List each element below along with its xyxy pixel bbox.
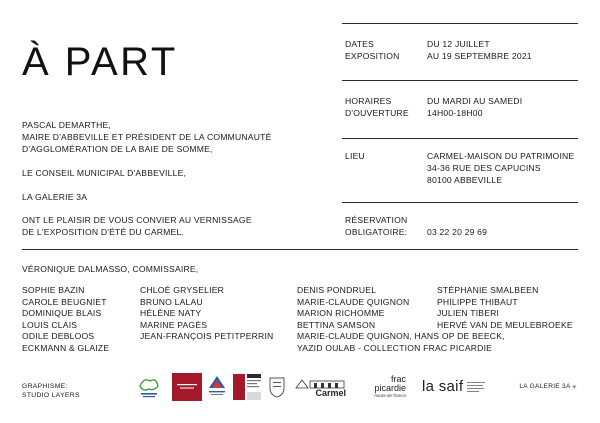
star-icon: ✳ — [571, 384, 577, 391]
artist-name: STÉPHANIE SMALBEEN — [437, 285, 539, 295]
hours-label-2: D'OUVERTURE — [345, 108, 409, 118]
host-line-3: D'AGGLOMÉRATION DE LA BAIE DE SOMME, — [22, 144, 213, 154]
artist-name: SOPHIE BAZIN — [22, 285, 85, 295]
dates-value-2: AU 19 SEPTEMBRE 2021 — [427, 51, 532, 61]
reservation-label-1: RÉSERVATION — [345, 215, 408, 225]
divider-place — [342, 202, 578, 203]
poster-title: À PART — [22, 40, 178, 84]
artist-name: CAROLE BEUGNIET — [22, 296, 107, 307]
invite-line-1: ONT LE PLAISIR DE VOUS CONVIER AU VERNISSAGE — [22, 215, 252, 225]
artist-name: MARINE PAGÈS — [140, 319, 208, 330]
galerie-3a-logo-text: LA GALERIE 3A — [519, 383, 571, 390]
divider-main — [22, 249, 578, 250]
artist-name: PHILIPPE THIBAUT — [437, 296, 518, 307]
artist-name: HERVÉ VAN DE MEULEBROEKE — [437, 319, 573, 330]
la-saif-caption-icon — [467, 380, 485, 394]
artists-column-4 — [437, 285, 573, 331]
host-line-2: MAIRE D'ABBEVILLE ET PRÉSIDENT DE LA COMMUNAUTÉ — [22, 132, 272, 142]
project-poster-logo — [232, 372, 262, 402]
place-label: LIEU — [345, 151, 365, 161]
divider-hours — [342, 138, 578, 139]
frac-picardie-logo — [360, 373, 406, 401]
artist-name: ODILE DEBLOOS — [22, 331, 95, 342]
divider-dates — [342, 80, 578, 81]
artist-name: JULIEN TIBERI — [437, 308, 500, 319]
galerie-line: LA GALERIE 3A — [22, 192, 88, 202]
hours-value-1: DU MARDI AU SAMEDI — [427, 96, 523, 106]
host-line-1: PASCAL DEMARTHE, — [22, 120, 111, 130]
artist-name: JEAN-FRANÇOIS PETITPERRIN — [140, 331, 274, 342]
la-saif-logo — [422, 376, 492, 398]
frac-logo-line-3: hauts-de-france — [374, 393, 406, 398]
drac-logo — [172, 373, 202, 401]
dates-label-2: EXPOSITION — [345, 51, 400, 61]
artist-name: MARIE-CLAUDE QUIGNON — [297, 296, 410, 307]
artists-column-2 — [140, 285, 273, 343]
hours-label-1: HORAIRES — [345, 96, 392, 106]
galerie-3a-logo — [516, 380, 580, 394]
reservation-phone: 03 22 20 29 69 — [427, 227, 488, 237]
frac-logo-line-2: picardie — [374, 383, 406, 393]
reservation-label-2: OBLIGATOIRE: — [345, 227, 408, 237]
artist-name: DOMINIQUE BLAIS — [22, 308, 102, 319]
place-value-3: 80100 ABBEVILLE — [427, 175, 503, 185]
la-saif-logo-text: la saif — [422, 378, 464, 395]
divider-top — [342, 23, 578, 24]
abbeville-logo — [206, 374, 228, 400]
invite-line-2: DE L'EXPOSITION D'ÉTÉ DU CARMEL. — [22, 227, 185, 237]
frac-logo-line-1: frac — [390, 374, 406, 384]
place-value-1: CARMEL-MAISON DU PATRIMOINE — [427, 151, 575, 161]
carmel-logo-text: Carmel — [315, 388, 346, 398]
dates-value-1: DU 12 JUILLET — [427, 39, 490, 49]
carmel-logo — [290, 374, 346, 400]
council-line: LE CONSEIL MUNICIPAL D'ABBEVILLE, — [22, 168, 187, 178]
artist-name: CHLOÉ GRYSELIER — [140, 285, 225, 295]
artist-name: LOUIS CLAIS — [22, 319, 78, 330]
credits-line-1: GRAPHISME: — [22, 383, 68, 390]
hours-value-2: 14H00-18H00 — [427, 108, 483, 118]
artists-column-1 — [22, 285, 109, 355]
dates-label-1: DATES — [345, 39, 375, 49]
artist-name: YAZID OULAB - COLLECTION FRAC PICARDIE — [297, 342, 493, 353]
emblem-logo — [268, 376, 286, 398]
artist-name: DENIS PONDRUEL — [297, 285, 377, 295]
artist-name: HÉLÈNE NATY — [140, 308, 202, 319]
credits-line-2: STUDIO LAYERS — [22, 392, 80, 399]
artist-name: MARIE-CLAUDE QUIGNON, HANS OP DE BEECK, — [297, 331, 505, 342]
artist-name: BRUNO LALAU — [140, 296, 203, 307]
curator-line: VÉRONIQUE DALMASSO, COMMISSAIRE, — [22, 264, 199, 274]
artist-name: ECKMANN & GLAIZE — [22, 342, 110, 353]
place-value-2: 34-36 RUE DES CAPUCINS — [427, 163, 541, 173]
hauts-de-france-logo — [134, 374, 164, 400]
artist-name: MARION RICHOMME — [297, 308, 385, 319]
artist-name: BETTINA SAMSON — [297, 319, 376, 330]
